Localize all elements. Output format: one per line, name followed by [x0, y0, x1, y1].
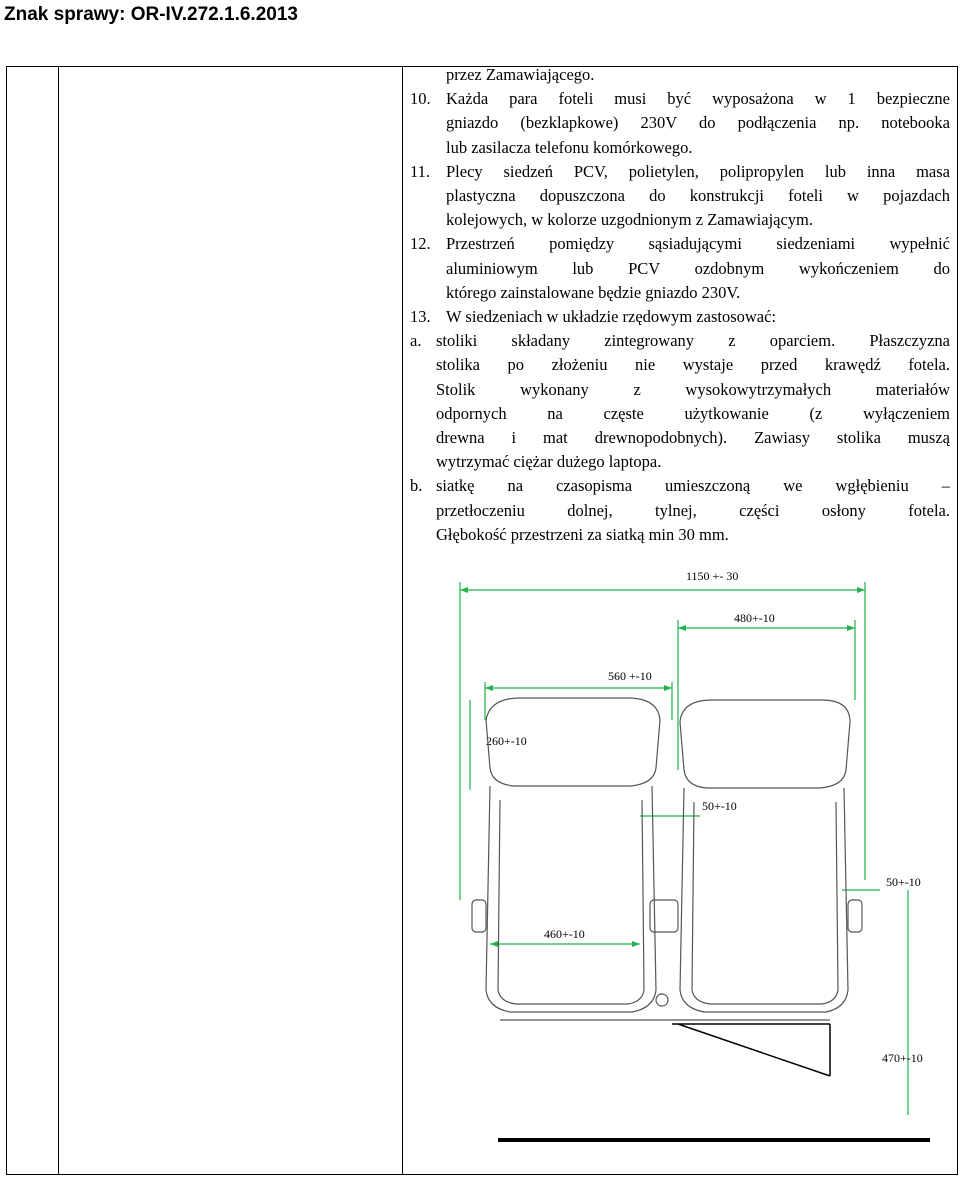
- sub-item-b-letter: b.: [410, 476, 423, 496]
- dim-seat-pitch-label: 560 +-10: [608, 669, 652, 683]
- sub-item-b: [410, 474, 950, 547]
- dim-total-width-label: 1150 +- 30: [686, 569, 739, 583]
- dim-headrest-label: 260+-10: [486, 734, 527, 748]
- item-10: [410, 87, 950, 160]
- item-12-line: którego zainstalowane będzie gniazdo 230V.: [446, 282, 741, 302]
- column-divider-2: [402, 66, 403, 1175]
- item-10-number: 10.: [410, 89, 431, 109]
- item-10-line: gniazdo (bezklapkowe) 230V do podłączenia np. notebooka: [446, 113, 950, 133]
- item-11-line: Plecy siedzeń PCV, polietylen, polipropylen lub inna masa: [446, 161, 950, 181]
- dim-seat-width-label: 480+-10: [734, 611, 775, 625]
- item-11: [410, 160, 950, 233]
- sub-item-a-line: stolika po złożeniu nie wystaje przed krawędź fotela.: [436, 355, 950, 375]
- item-10-line: lub zasilacza telefonu komórkowego.: [446, 137, 693, 157]
- item-12-number: 12.: [410, 234, 431, 254]
- sub-item-a-line: odpornych na częste użytkowanie (z wyłączeniem: [436, 403, 950, 423]
- item-11-number: 11.: [410, 161, 431, 181]
- sub-item-a: [410, 329, 950, 474]
- sub-item-a-line: stoliki składany zintegrowany z oparciem. Płaszczyzna: [436, 331, 950, 351]
- sub-item-b-line: Głębokość przestrzeni za siatką min 30 mm.: [436, 524, 729, 544]
- sub-item-a-line: drewna i mat drewnopodobnych). Zawiasy stolika muszą: [436, 428, 950, 448]
- sub-item-a-line: Stolik wykonany z wysokowytrzymałych materiałów: [436, 379, 950, 399]
- case-number: Znak sprawy: OR-IV.272.1.6.2013: [4, 4, 298, 25]
- sub-item-a-letter: a.: [410, 331, 422, 351]
- item-12-line: Przestrzeń pomiędzy sąsiadującymi siedzeniami wypełnić: [446, 234, 950, 254]
- item-11-line: kolejowych, w kolorze uzgodnionym z Zamawiającym.: [446, 210, 814, 230]
- item-11-line: plastyczna dopuszczona do konstrukcji foteli w pojazdach: [446, 186, 950, 206]
- specification-text: [410, 63, 950, 547]
- column-divider-1: [58, 66, 59, 1175]
- item-12: [410, 232, 950, 305]
- prev-line: przez Zamawiającego.: [446, 65, 595, 84]
- item-10-line: Każda para foteli musi być wyposażona w 1 bezpieczne: [446, 89, 950, 109]
- item-13-number: 13.: [410, 307, 431, 327]
- sub-item-b-line: przetłoczeniu dolnej, tylnej, części osłony fotela.: [436, 500, 950, 520]
- item-13-text: W siedzeniach w układzie rzędowym zastosować:: [446, 307, 777, 327]
- dim-height-label: 470+-10: [882, 1051, 923, 1065]
- item-12-line: aluminiowym lub PCV ozdobnym wykończeniem do: [446, 258, 950, 278]
- dim-gap-label: 50+-10: [702, 799, 737, 813]
- dim-cushion-label: 460+-10: [544, 927, 585, 941]
- item-13: [410, 305, 950, 329]
- sub-item-a-line: wytrzymać ciężar dużego laptopa.: [436, 452, 662, 472]
- dim-side-label: 50+-10: [886, 875, 921, 889]
- sub-item-b-line: siatkę na czasopisma umieszczoną we wgłębieniu –: [436, 476, 950, 496]
